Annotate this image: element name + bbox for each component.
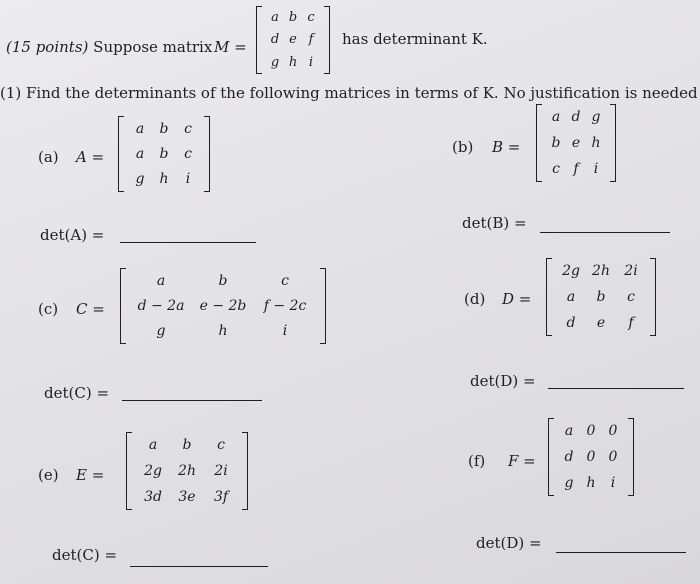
matrix-entry: b [159, 145, 169, 162]
det-a-answer-blank[interactable] [120, 242, 256, 243]
matrix-entry: a [135, 145, 145, 162]
matrix-entry: h [591, 135, 601, 151]
matrix-m [256, 6, 330, 74]
matrix-entry: b [596, 289, 606, 305]
part-c-lhs: C = [76, 300, 105, 318]
matrix-entry: e [596, 315, 606, 331]
matrix-entry: e − 2b [199, 297, 247, 314]
right-bracket [628, 418, 634, 496]
matrix-entry: 0 [586, 449, 596, 465]
part-d-lhs: D = [502, 290, 532, 308]
right-bracket [204, 116, 210, 192]
matrix-entry: g [591, 109, 601, 125]
matrix-entry: b [182, 437, 192, 453]
matrix-entry: d [564, 449, 574, 465]
det-d-label: det(D) = [470, 372, 536, 390]
part-b-lhs: B = [492, 138, 521, 156]
matrix-entry: a [156, 272, 166, 289]
right-bracket [610, 104, 616, 182]
part-e-lhs: E = [76, 466, 105, 484]
matrix-entry: b [551, 135, 561, 151]
matrix-entry: f [308, 32, 314, 48]
matrix-entry: e [289, 32, 297, 48]
matrix-entry: b [218, 272, 228, 289]
matrix-entry: 2g [562, 263, 580, 279]
matrix-entry: a [271, 9, 279, 25]
matrix-entry: 0 [608, 449, 618, 465]
part-f-label: (f) [468, 452, 486, 470]
matrix-entry: b [288, 9, 298, 25]
matrix-entry: i [308, 55, 314, 71]
matrix-a [118, 116, 210, 192]
det-e-label: det(C) = [52, 546, 118, 564]
matrix-entry: a [551, 109, 561, 125]
matrix-entry: g [135, 171, 145, 188]
det-b-answer-blank[interactable] [540, 232, 670, 233]
det-a-label: det(A) = [40, 226, 105, 244]
matrix-d [546, 258, 656, 336]
right-bracket [242, 432, 248, 510]
matrix-entry: 0 [608, 423, 618, 439]
matrix-entry: c [184, 120, 192, 137]
matrix-entry: g [564, 475, 574, 491]
matrix-entry: h [288, 55, 298, 71]
matrix-entry: d [571, 109, 581, 125]
part1-instruction: (1) Find the determinants of the following matrices in terms of K. No justification is needed [0, 84, 698, 102]
matrix-entry: e [571, 135, 581, 151]
det-b-label: det(B) = [462, 214, 527, 232]
det-e-answer-blank[interactable] [130, 566, 268, 567]
matrix-c [120, 268, 326, 344]
matrix-entry: g [156, 323, 166, 340]
matrix-entry: h [586, 475, 596, 491]
det-f-label: det(D) = [476, 534, 542, 552]
right-bracket [320, 268, 326, 344]
matrix-m-lhs: M = [214, 38, 247, 56]
matrix-entry: f − 2c [263, 297, 307, 314]
matrix-entry: f [628, 315, 634, 331]
matrix-entry: 0 [586, 423, 596, 439]
part-e-label: (e) [38, 466, 59, 484]
matrix-entry: f [573, 161, 579, 177]
part-a-label: (a) [38, 148, 59, 166]
part-d-label: (d) [464, 290, 486, 308]
matrix-entry: c [307, 9, 315, 25]
det-f-answer-blank[interactable] [556, 552, 686, 553]
matrix-entry: c [217, 437, 225, 453]
right-bracket [324, 6, 330, 74]
matrix-entry: d [270, 32, 280, 48]
right-bracket [650, 258, 656, 336]
matrix-entry: 2i [214, 463, 228, 479]
matrix-entry: c [552, 161, 560, 177]
matrix-entry: i [593, 161, 599, 177]
matrix-entry: c [627, 289, 635, 305]
matrix-entry: b [159, 120, 169, 137]
matrix-e [126, 432, 248, 510]
matrix-entry: h [218, 323, 228, 340]
matrix-entry: 3d [144, 489, 162, 505]
det-d-answer-blank[interactable] [548, 388, 684, 389]
matrix-entry: 3f [213, 489, 229, 505]
matrix-entry: i [610, 475, 616, 491]
matrix-entry: a [135, 120, 145, 137]
matrix-entry: i [185, 171, 191, 188]
matrix-entry: d [566, 315, 576, 331]
matrix-entry: h [159, 171, 169, 188]
part-c-label: (c) [38, 300, 59, 318]
matrix-f [548, 418, 634, 496]
part-b-label: (b) [452, 138, 474, 156]
part-f-lhs: F = [508, 452, 536, 470]
matrix-entry: c [184, 145, 192, 162]
matrix-entry: d − 2a [137, 297, 185, 314]
has-determinant-text: has determinant K. [342, 30, 488, 48]
matrix-entry: a [148, 437, 158, 453]
matrix-entry: 2i [624, 263, 638, 279]
matrix-entry: i [282, 323, 288, 340]
det-c-label: det(C) = [44, 384, 110, 402]
points-label: (15 points) Suppose matrix [6, 38, 213, 56]
part-a-lhs: A = [76, 148, 105, 166]
matrix-entry: a [566, 289, 576, 305]
matrix-entry: a [564, 423, 574, 439]
matrix-entry: 3e [178, 489, 196, 505]
matrix-entry: 2h [178, 463, 196, 479]
matrix-entry: c [281, 272, 289, 289]
matrix-b [536, 104, 616, 182]
matrix-entry: 2g [144, 463, 162, 479]
det-c-answer-blank[interactable] [122, 400, 262, 401]
matrix-entry: g [270, 55, 280, 71]
matrix-entry: 2h [592, 263, 610, 279]
